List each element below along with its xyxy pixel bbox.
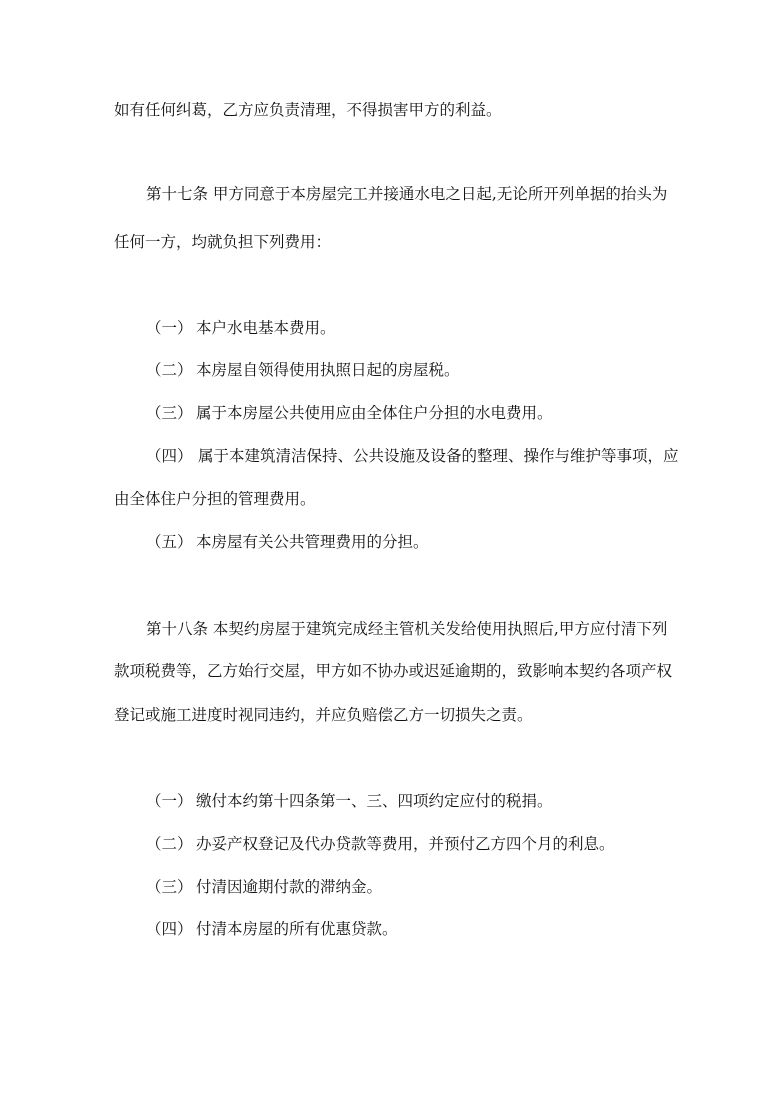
list-item-number: （四） (146, 447, 193, 465)
list-item (146, 834, 615, 854)
list-item-number: （五） (146, 533, 193, 551)
list-item-number: （二） (146, 835, 193, 853)
list-item-number: （一） (146, 319, 193, 337)
list-item-number: （一） (146, 792, 193, 810)
article-17-line-1: 第十七条 甲方同意于本房屋完工并接通水电之日起,无论所开列单据的抬头为 (146, 185, 668, 203)
list-item (146, 791, 553, 811)
paragraph-continuation: 如有任何纠葛，乙方应负责清理，不得损害甲方的利益。 (114, 101, 502, 119)
list-item-text: 付清本房屋的所有优惠贷款。 (196, 920, 398, 938)
list-item (146, 403, 553, 423)
list-item-text: 本房屋有关公共管理费用的分担。 (196, 533, 429, 551)
list-item-number: （四） (146, 920, 193, 938)
article-17-line-2: 任何一方，均就负担下列费用： (114, 233, 332, 251)
list-item (146, 318, 336, 338)
list-item-text: 付清因逾期付款的滞纳金。 (196, 878, 383, 896)
list-item (146, 446, 679, 466)
list-item-text: 缴付本约第十四条第一、三、四项约定应付的税捐。 (196, 792, 553, 810)
list-item-number: （二） (146, 361, 193, 379)
article-18-line-2: 款项税费等，乙方始行交屋，甲方如不协办或迟延逾期的，致影响本契约各项产权 (114, 662, 673, 680)
list-item-text: 属于本房屋公共使用应由全体住户分担的水电费用。 (196, 404, 553, 422)
list-item (146, 919, 398, 939)
list-item-text: 办妥产权登记及代办贷款等费用，并预付乙方四个月的利息。 (196, 835, 615, 853)
list-item-text: 属于本建筑清洁保持、公共设施及设备的整理、操作与维护等事项，应 (198, 447, 679, 465)
list-item (146, 877, 382, 897)
list-item (146, 532, 429, 552)
list-item-continuation: 由全体住户分担的管理费用。 (114, 490, 316, 508)
list-item-number: （三） (146, 878, 193, 896)
article-18-line-1: 第十八条 本契约房屋于建筑完成经主管机关发给使用执照后,甲方应付清下列 (146, 620, 668, 638)
list-item (146, 360, 460, 380)
list-item-number: （三） (146, 404, 193, 422)
list-item-text: 本房屋自领得使用执照日起的房屋税。 (196, 361, 460, 379)
article-18-line-3: 登记或施工进度时视同违约，并应负赔偿乙方一切损失之责。 (114, 706, 533, 724)
list-item-text: 本户水电基本费用。 (196, 319, 336, 337)
